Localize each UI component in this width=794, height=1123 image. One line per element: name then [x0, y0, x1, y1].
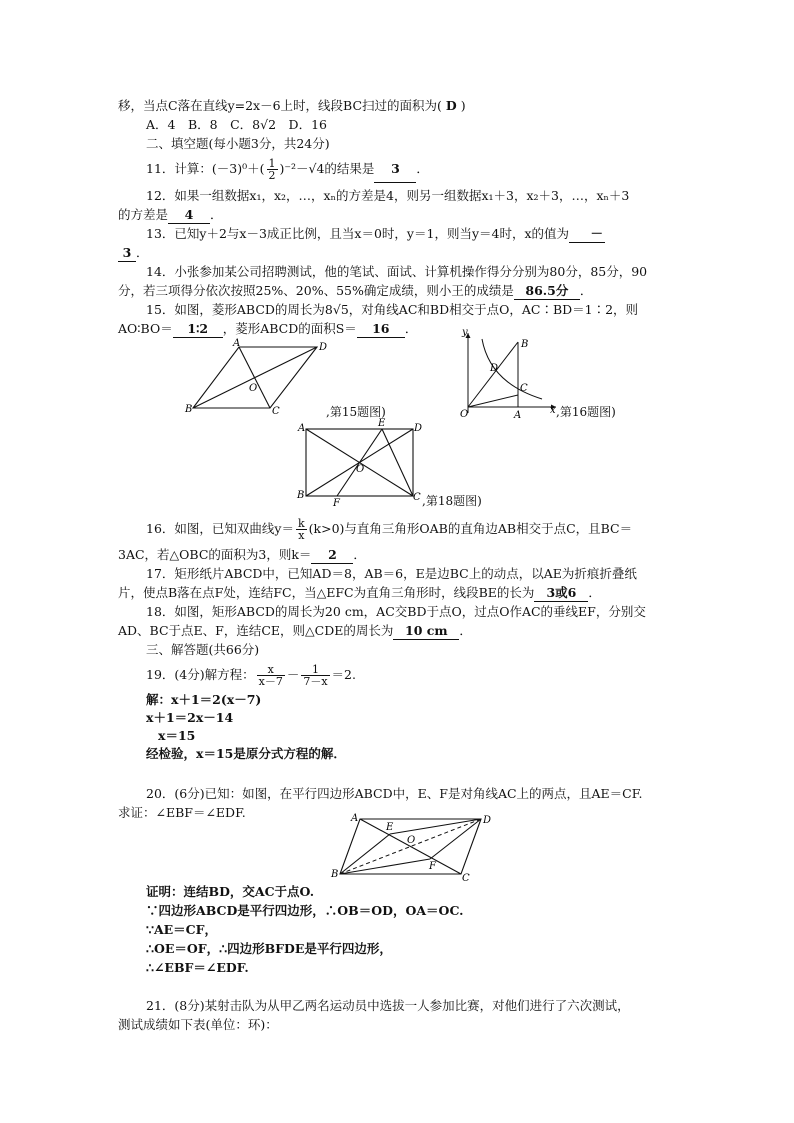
svg-text:B: B	[521, 339, 529, 350]
q19-solution-3: x＝15	[158, 728, 196, 743]
question-17-line2: 片，使点B落在点F处，连结FC，当△EFC为直角三角形时，线段BE的长为 3或6 ．	[118, 585, 601, 600]
question-13-line2: 3 ．	[118, 245, 149, 262]
section-3-heading: 三、解答题(共66分)	[146, 642, 260, 657]
question-12-line1: 12．如果一组数据x₁，x₂，…，xₙ的方差是4，则另一组数据x₁＋3，x₂＋3，…，xₙ＋3	[146, 188, 630, 203]
question-14-line2: 分，若三项得分依次按照25%、20%、55%确定成绩，则小王的成绩是 86.5分 ．	[118, 283, 593, 298]
q20-proof-5: ∴∠EBF＝∠EDF.	[146, 960, 249, 975]
question-19: 19．(4分)解方程： $\frac{x}{x-7}$ － $\frac{1}{7-x}$ ＝2.	[146, 663, 356, 688]
q20-proof-1: 证明：连结BD，交AC于点O.	[146, 884, 315, 899]
svg-text:B: B	[331, 869, 339, 880]
figure-15-caption: ,第15题图)	[326, 405, 386, 419]
svg-text:E: E	[386, 822, 394, 833]
q20-proof-3: ∵AE＝CF，	[146, 922, 218, 937]
q20-proof-2: ∵四边形ABCD是平行四边形，∴OB＝OD，OA＝OC.	[146, 903, 464, 918]
question-13-line1: 13．已知y＋2与x－3成正比例，且当x＝0时，y＝1，则当y＝4时，x的值为 －	[146, 226, 604, 241]
question-20-line1: 20．(6分)已知：如图，在平行四边形ABCD中，E、F是对角线AC上的两点，且AE＝CF.	[146, 786, 643, 801]
question-17-line1: 17．矩形纸片ABCD中，已知AD＝8，AB＝6，E是边BC上的动点，以AE为折痕折叠纸	[146, 566, 637, 581]
figure-18-rectangle	[292, 418, 430, 506]
q10-options: A．4 B．8 C．8√2 D．16	[146, 117, 327, 132]
figure-16-hyperbola	[452, 325, 564, 419]
question-16-line2: 3AC，若△OBC的面积为3，则k＝ 2 ．	[118, 547, 366, 562]
svg-text:O: O	[407, 835, 416, 846]
svg-text:B: B	[185, 404, 193, 415]
svg-text:E: E	[378, 418, 386, 429]
svg-text:A: A	[233, 338, 241, 349]
question-15-line2: AO∶BO＝ 1∶2 ，菱形ABCD的面积S＝ 16 ．	[118, 321, 418, 336]
q20-proof-4: ∴OE＝OF，∴四边形BFDE是平行四边形，	[146, 941, 392, 956]
question-16-line1: 16．如图，已知双曲线y＝ $\frac{k}{x}$ (k>0)与直角三角形OAB的直角边AB相交于点C，且BC＝	[146, 517, 633, 542]
question-18-line2: AD、BC于点E、F，连结CE，则△CDE的周长为 10 cm ．	[118, 623, 472, 638]
question-15-line1: 15．如图，菱形ABCD的周长为8√5，对角线AC和BD相交于点O，AC∶BD＝1∶2，则	[146, 302, 639, 317]
svg-text:O: O	[356, 464, 365, 475]
svg-text:A: A	[298, 423, 306, 434]
q10-tail: 移，当点C落在直线y=2x－6上时，线段BC扫过的面积为( D )	[118, 98, 466, 113]
svg-text:B: B	[297, 490, 305, 501]
svg-text:F: F	[333, 498, 340, 506]
svg-text:D: D	[483, 815, 492, 826]
q19-solution-1: 解：x＋1＝2(x－7)	[146, 692, 262, 707]
question-20-line2: 求证：∠EBF＝∠EDF.	[118, 805, 246, 820]
svg-text:O: O	[249, 383, 258, 394]
svg-text:A: A	[351, 813, 359, 824]
question-11: 11．计算：(－3)⁰＋( $\frac{1}{2}$ )⁻²－√4的结果是 3 ．	[146, 157, 429, 182]
figure-18-caption: ,第18题图)	[422, 494, 482, 508]
svg-text:C: C	[462, 873, 470, 882]
svg-text:D: D	[490, 363, 499, 374]
figure-20-parallelogram	[326, 812, 498, 882]
svg-text:O: O	[460, 409, 469, 419]
svg-text:x: x	[550, 405, 556, 416]
svg-text:D: D	[319, 342, 328, 353]
svg-text:D: D	[414, 423, 423, 434]
svg-text:C: C	[520, 383, 528, 394]
figure-16-caption: ,第16题图)	[556, 405, 616, 419]
question-12-line2: 的方差是 4 ．	[118, 207, 223, 222]
svg-text:F: F	[429, 861, 436, 872]
question-21-line2: 测试成绩如下表(单位：环)：	[118, 1017, 278, 1032]
svg-text:y: y	[462, 327, 468, 338]
question-21-line1: 21．(8分)某射击队为从甲乙两名运动员中选拔一人参加比赛，对他们进行了六次测试，	[146, 998, 630, 1013]
question-14-line1: 14．小张参加某公司招聘测试，他的笔试、面试、计算机操作得分分别为80分，85分，90	[146, 264, 648, 279]
q19-solution-2: x＋1＝2x－14	[146, 710, 234, 725]
q19-solution-4: 经检验，x＝15是原分式方程的解．	[146, 746, 346, 761]
svg-text:A: A	[514, 410, 522, 419]
figure-15-rhombus	[184, 336, 344, 420]
question-18-line1: 18．如图，矩形ABCD的周长为20 cm，AC交BD于点O，过点O作AC的垂线EF，分别交	[146, 604, 646, 619]
svg-text:C: C	[272, 406, 280, 417]
section-2-heading: 二、填空题(每小题3分，共24分)	[146, 136, 330, 151]
svg-text:C: C	[413, 492, 421, 503]
